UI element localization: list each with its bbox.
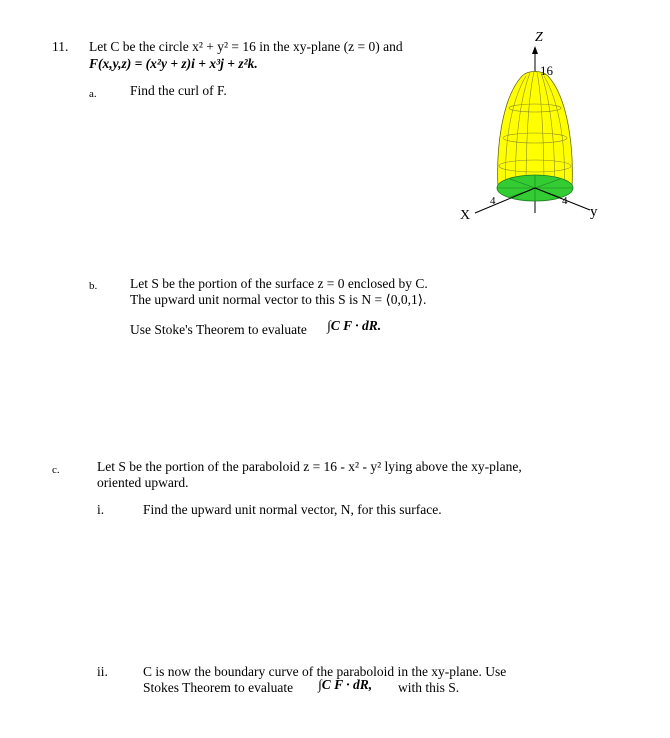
paraboloid-figure bbox=[440, 28, 600, 238]
y-axis-label: y bbox=[590, 204, 598, 220]
z-axis-arrow bbox=[532, 46, 538, 54]
part-c-line2: oriented upward. bbox=[97, 475, 189, 490]
part-c-i-label: i. bbox=[97, 502, 105, 517]
part-c-ii-line2: Stokes Theorem to evaluate bbox=[143, 680, 294, 695]
problem-intro: Let C be the circle x² + y² = 16 in the xy-plane (z = 0) and bbox=[89, 39, 403, 54]
part-b-line1: Let S be the portion of the surface z = 0 enclosed by C. bbox=[130, 276, 428, 291]
y-tick-label: 4 bbox=[562, 195, 568, 207]
part-b-label: b. bbox=[89, 280, 98, 292]
part-b-line3: Use Stoke's Theorem to evaluate bbox=[130, 322, 307, 337]
part-a-label: a. bbox=[89, 88, 97, 100]
z-axis-label: Z bbox=[535, 30, 543, 45]
z-intercept-label: 16 bbox=[540, 63, 553, 78]
vector-field-definition: F(x,y,z) = (x²y + z)i + x³j + z²k. bbox=[89, 56, 258, 71]
paraboloid-diagram bbox=[440, 28, 600, 238]
part-c-line1: Let S be the portion of the paraboloid z = 16 - x² - y² lying above the xy-plane, bbox=[97, 459, 522, 474]
part-c-ii-label: ii. bbox=[97, 664, 108, 679]
x-tick-label: 4 bbox=[490, 195, 496, 207]
part-c-ii-integral: ∫C F · dR, bbox=[318, 677, 373, 692]
part-a-text: Find the curl of F. bbox=[130, 83, 227, 98]
part-c-ii-line1: C is now the boundary curve of the paraboloid in the xy-plane. Use bbox=[143, 664, 507, 679]
part-c-i-text: Find the upward unit normal vector, N, for this surface. bbox=[143, 502, 442, 517]
part-c-label: c. bbox=[52, 464, 60, 476]
part-b-integral: ∫C F · dR. bbox=[327, 318, 382, 333]
part-b-line2: The upward unit normal vector to this S is N = ⟨0,0,1⟩. bbox=[130, 292, 427, 307]
x-axis-label: X bbox=[460, 208, 471, 223]
problem-number: 11. bbox=[52, 39, 69, 54]
part-c-ii-tail: with this S. bbox=[398, 680, 460, 695]
